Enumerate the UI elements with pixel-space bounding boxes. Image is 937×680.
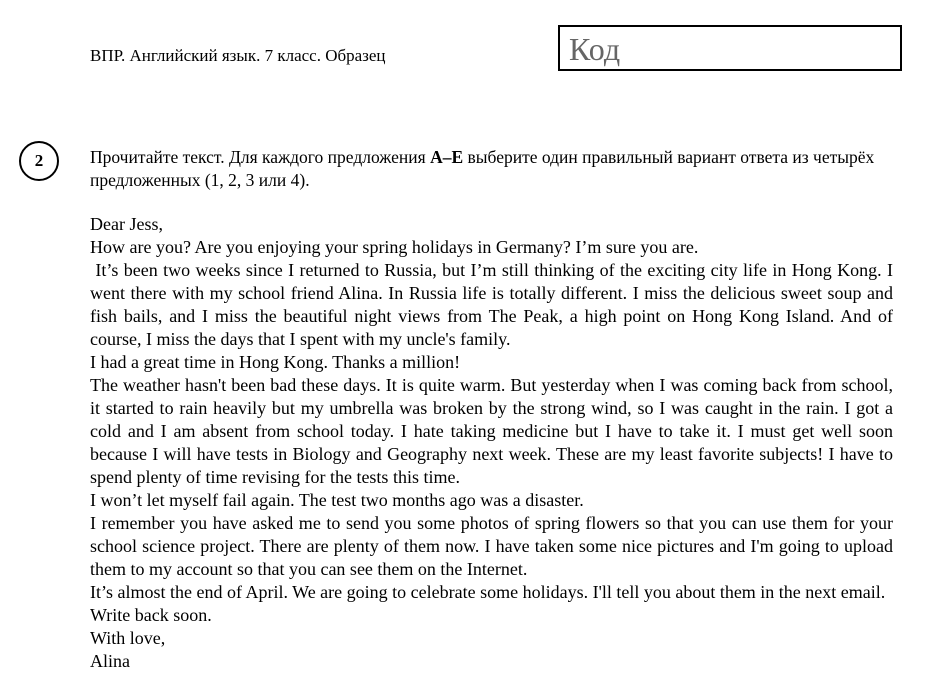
instruction-text-end: выберите один правильный вариант ответа из четырёх предложенных (1, 2, 3 или 4).: [90, 147, 875, 190]
letter-paragraph: I had a great time in Hong Kong. Thanks a million!: [90, 352, 461, 372]
letter-paragraph: It’s been two weeks since I returned to Russia, but I’m still thinking of the exciting city life in Hong Kong. I went there with my school friend Alina. In Russia life is totally different. I miss the delicious sweet soup and fish bails, and I miss the beautiful night views from The Peak, a high point on Hong Kong Island. And of course, I miss the days that I spent with my uncle's family.: [90, 260, 898, 349]
letter-greeting: Dear Jess,: [90, 214, 163, 234]
letter-paragraph: It’s almost the end of April. We are going to celebrate some holidays. I'll tell you about them in the next email.: [90, 582, 886, 602]
letter-paragraph: I remember you have asked me to send you some photos of spring flowers so that you can use them for your school science project. There are plenty of them now. I have taken some nice pictures and I'm going to upload them to my account so that you can see them on the Internet.: [90, 513, 893, 579]
letter-signoff: With love,: [90, 628, 166, 648]
instruction-text-start: Прочитайте текст. Для каждого предложения: [90, 147, 431, 167]
task-instruction: [90, 146, 896, 192]
code-box: [558, 25, 902, 71]
letter-text: [90, 213, 898, 673]
page-header-title: ВПР. Английский язык. 7 класс. Образец: [90, 46, 386, 65]
code-box-label: Код: [569, 31, 621, 67]
task-number-badge: 2: [19, 141, 59, 181]
instruction-bold-range: А–Е: [430, 147, 464, 167]
letter-paragraph: The weather hasn't been bad these days. It is quite warm. But yesterday when I was coming back from school, it started to rain heavily but my umbrella was broken by the strong wind, so I was caught in the rain. I got a cold and I am absent from school today. I hate taking medicine but I have to take it. I must get well soon because I will have tests in Biology and Geography next week. These are my least favorite subjects! I have to spend plenty of time revising for the tests this time.: [90, 375, 893, 487]
letter-closing: Write back soon.: [90, 605, 212, 625]
letter-paragraph: How are you? Are you enjoying your spring holidays in Germany? I’m sure you are.: [90, 237, 699, 257]
letter-paragraph: I won’t let myself fail again. The test two months ago was a disaster.: [90, 490, 584, 510]
letter-signature: Alina: [90, 651, 130, 671]
